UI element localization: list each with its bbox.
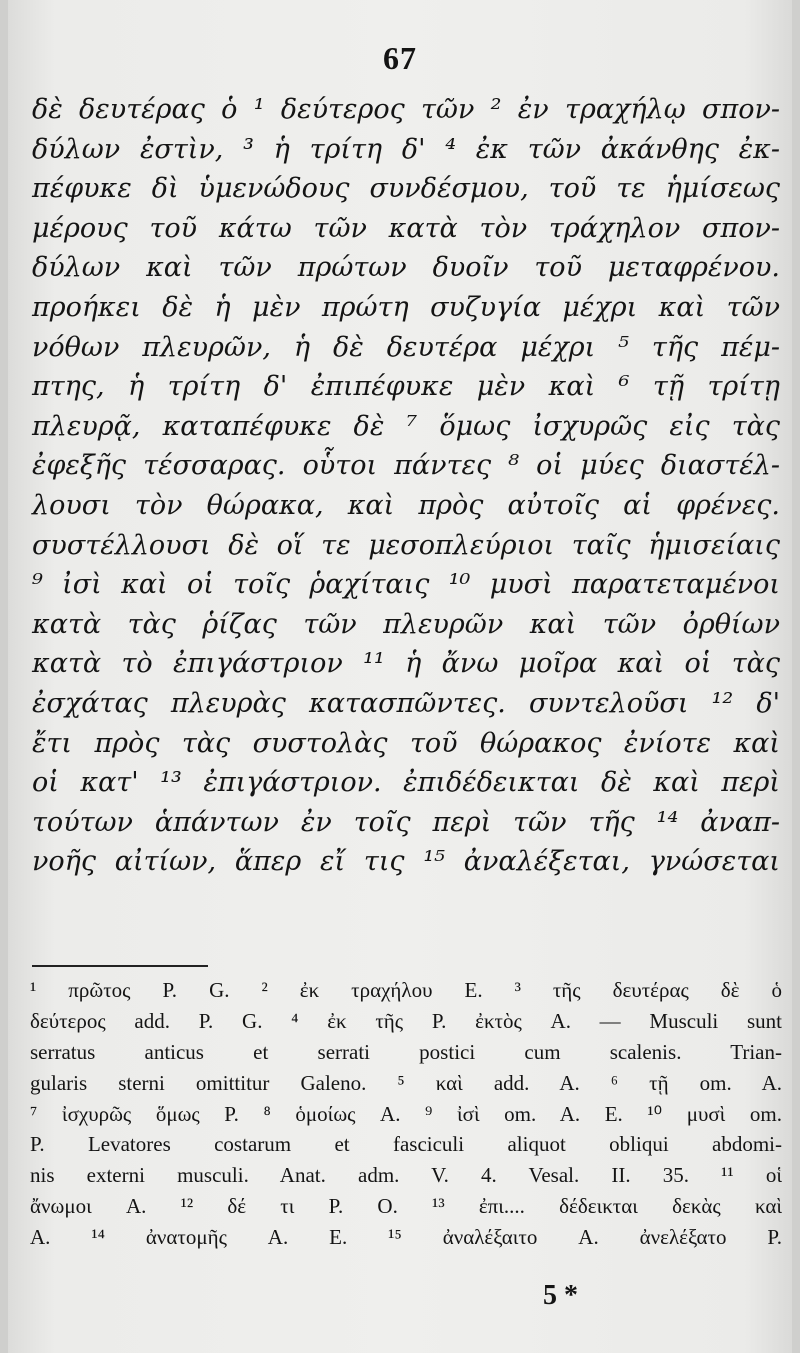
footnote-line: nis externi musculi. Anat. adm. V. 4. Vesal. II. 35. ¹¹ οἱ <box>30 1163 782 1188</box>
text-line: πτης, ἡ τρίτη δ' ἐπιπέφυκε μὲν καὶ ⁶ τῇ τρίτῃ <box>32 371 780 403</box>
footnote-rule <box>32 965 208 967</box>
footnote-line: A. ¹⁴ ἀνατομῆς A. E. ¹⁵ ἀναλέξαιτο A. ἀνελέξατο P. <box>30 1225 782 1250</box>
footnote-line: δεύτερος add. P. G. ⁴ ἐκ τῆς P. ἐκτὸς A. — Musculi sunt <box>30 1008 782 1033</box>
text-line: ἐσχάτας πλευρὰς κατασπῶντες. συντελοῦσι ¹² δ' <box>32 687 780 719</box>
text-line: δὲ δευτέρας ὁ ¹ δεύτερος τῶν ² ἐν τραχήλῳ σπον- <box>32 94 780 125</box>
text-line: ⁹ ἰσὶ καὶ οἱ τοῖς ῥαχίταις ¹⁰ μυσὶ παρατεταμένοι <box>32 569 780 601</box>
footnote-line: serratus anticus et serrati postici cum scalenis. Trian- <box>30 1039 782 1064</box>
main-text <box>32 90 780 882</box>
text-line: κατὰ τὸ ἐπιγάστριον ¹¹ ἡ ἄνω μοῖρα καὶ οἱ τὰς <box>32 648 780 680</box>
footnote-line: ¹ πρῶτος P. G. ² ἐκ τραχήλου E. ³ τῆς δευτέρας δὲ ὁ <box>30 978 782 1002</box>
footnotes <box>30 975 782 1253</box>
text-line: οἱ κατ' ¹³ ἐπιγάστριον. ἐπιδέδεικται δὲ καὶ περὶ <box>32 767 780 799</box>
text-line: κατὰ τὰς ῥίζας τῶν πλευρῶν καὶ τῶν ὀρθίων <box>32 608 780 640</box>
text-line: νόθων πλευρῶν, ἡ δὲ δευτέρα μέχρι ⁵ τῆς πέμ- <box>32 331 780 363</box>
text-line: νοῆς αἰτίων, ἅπερ εἴ τις ¹⁵ ἀναλέξεται, γνώσεται <box>32 846 780 878</box>
text-line: λουσι τὸν θώρακα, καὶ πρὸς αὐτοῖς αἱ φρένες. <box>32 489 780 521</box>
footnote-line: ⁷ ἰσχυρῶς ὅμως P. ⁸ ὁμοίως A. ⁹ ἰσὶ om. A. E. ¹⁰ μυσὶ om. <box>30 1101 782 1126</box>
footnote-line: ἄνωμοι A. ¹² δέ τι P. O. ¹³ ἐπι.... δέδεικται δεκὰς καὶ <box>30 1194 782 1219</box>
footnote-line: gularis sterni omittitur Galeno. ⁵ καὶ add. A. ⁶ τῇ om. A. <box>30 1070 782 1095</box>
page-number: 67 <box>383 40 417 76</box>
text-line: τούτων ἁπάντων ἐν τοῖς περὶ τῶν τῆς ¹⁴ ἀναπ- <box>32 806 780 838</box>
text-line: δύλων ἐστὶν, ³ ἡ τρίτη δ' ⁴ ἐκ τῶν ἀκάνθης ἐκ- <box>32 133 780 165</box>
signature-mark: 5 * <box>543 1280 578 1311</box>
text-line: προήκει δὲ ἡ μὲν πρώτη συζυγία μέχρι καὶ τῶν <box>32 291 780 323</box>
text-line: πλευρᾷ, καταπέφυκε δὲ ⁷ ὅμως ἰσχυρῶς εἰς τὰς <box>32 410 780 442</box>
text-line: δύλων καὶ τῶν πρώτων δυοῖν τοῦ μεταφρένου. <box>32 252 780 284</box>
text-line: πέφυκε δὶ ὑμενώδους συνδέσμου, τοῦ τε ἡμίσεως <box>32 173 780 205</box>
text-line: ἐφεξῆς τέσσαρας. οὗτοι πάντες ⁸ οἱ μύες διαστέλ- <box>32 450 780 482</box>
footnote-line: P. Levatores costarum et fasciculi aliquot obliqui abdomi- <box>30 1132 782 1157</box>
book-page <box>8 0 792 1353</box>
text-line: συστέλλουσι δὲ οἵ τε μεσοπλεύριοι ταῖς ἡμισείαις <box>32 529 780 561</box>
text-line: ἔτι πρὸς τὰς συστολὰς τοῦ θώρακος ἐνίοτε καὶ <box>32 727 780 759</box>
text-line: μέρους τοῦ κάτω τῶν κατὰ τὸν τράχηλον σπον- <box>32 212 780 244</box>
